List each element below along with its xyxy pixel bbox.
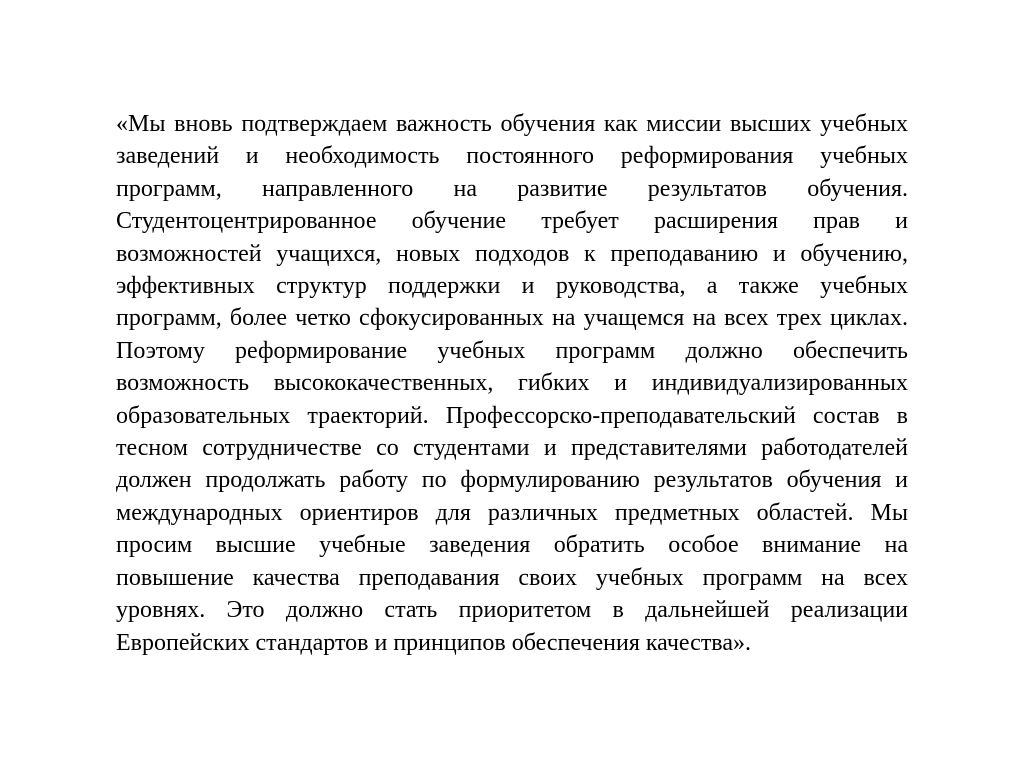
quote-paragraph: «Мы вновь подтверждаем важность обучения как миссии высших учебных заведений и необходимость постоянного реформирования учебных программ, направленного на развитие результатов обучения. Студентоцентрированное обучение требует расширения прав и возможностей учащихся, новых подходов к преподаванию и обучению, эффективных структур поддержки и руководства, а также учебных программ, более четко сфокусированных на учащемся на всех трех циклах. Поэтому реформирование учебных программ должно обеспечить возможность высококачественных, гибких и индивидуализированных образовательных траекторий. Профессорско-преподавательский состав в тесном сотрудничестве со студентами и представителями работодателей должен продолжать работу по формулированию результатов обучения и международных ориентиров для различных предметных областей. Мы просим высшие учебные заведения обратить особое внимание на повышение качества преподавания своих учебных программ на всех уровнях. Это должно стать приоритетом в дальнейшей реализации Европейских стандартов и принципов обеспечения качества». [116, 111, 908, 656]
